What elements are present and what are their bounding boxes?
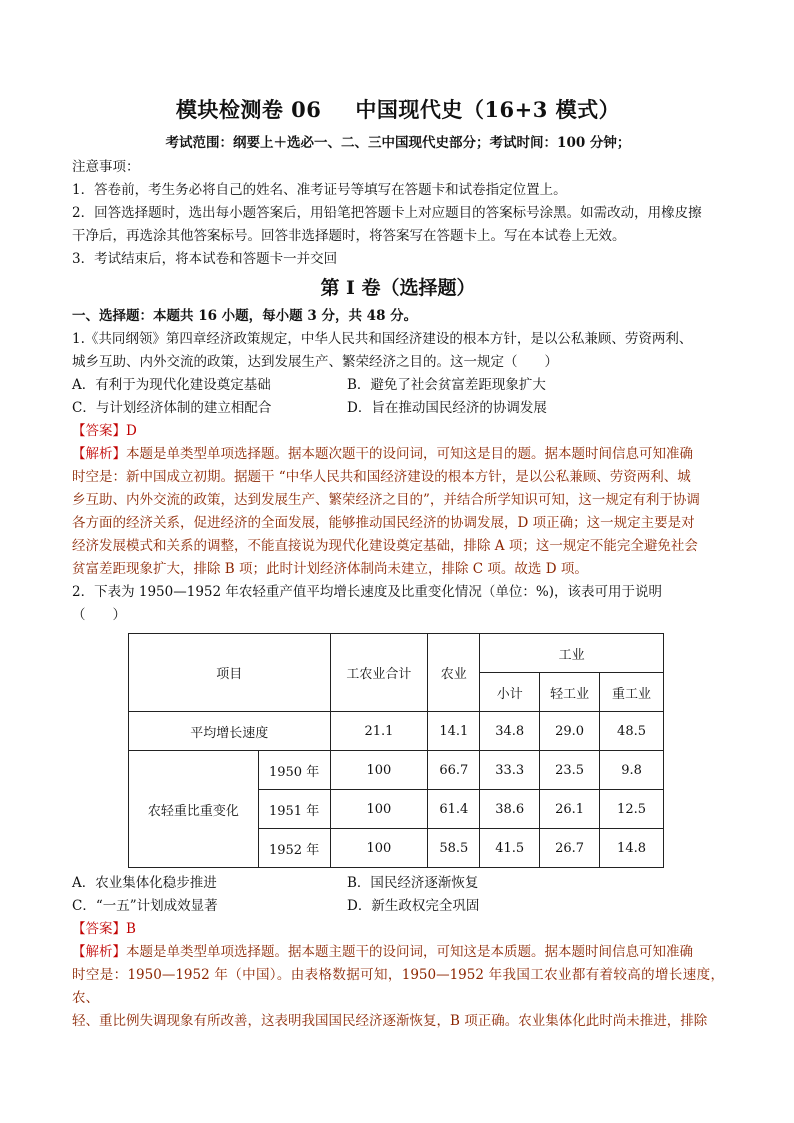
q1-option-b: B．避免了社会贫富差距现象扩大 xyxy=(347,377,546,393)
q1-analysis-line: 各方面的经济关系，促进经济的全面发展，能够推动国民经济的协调发展，D 项正确；这一规定主要是对 xyxy=(72,515,695,531)
table-year: 1950 年 xyxy=(258,751,330,790)
table-cell: 41.5 xyxy=(480,829,540,868)
q1-option-d: D．旨在推动国民经济的协调发展 xyxy=(347,400,547,416)
table-header-item: 项目 xyxy=(129,634,331,712)
table-cell: 26.7 xyxy=(540,829,600,868)
table-cell: 58.5 xyxy=(428,829,480,868)
table-cell: 100 xyxy=(330,790,428,829)
q2-option-d: D．新生政权完全巩固 xyxy=(347,898,480,914)
q2-analysis-line: 轻、重比例失调现象有所改善，这表明我国国民经济逐渐恢复，B 项正确。农业集体化此时尚未推进，排除 xyxy=(72,1013,708,1029)
q2-data-table xyxy=(128,633,664,868)
q1-options-row xyxy=(72,397,724,420)
q2-option-c: C．“一五”计划成效显著 xyxy=(72,898,218,914)
table-cell: 12.5 xyxy=(600,790,664,829)
table-ratio-label: 农轻重比重变化 xyxy=(129,751,259,868)
table-header-light: 轻工业 xyxy=(540,673,600,712)
exam-scope: 考试范围：纲要上＋选必一、二、三中国现代史部分；考试时间：100 分钟； xyxy=(165,135,631,151)
q2-options-row xyxy=(72,895,724,918)
q1-analysis-tag: 【解析】 xyxy=(72,446,126,462)
q2-answer: 【答案】B xyxy=(72,921,136,937)
table-cell: 14.8 xyxy=(600,829,664,868)
table-header-heavy: 重工业 xyxy=(600,673,664,712)
table-cell: 21.1 xyxy=(330,712,428,751)
table-cell: 66.7 xyxy=(428,751,480,790)
q2-analysis-text: 本题是单类型单项选择题。据本题主题干的设问词，可知这是本质题。据本题时间信息可知准确 xyxy=(126,944,693,960)
table-row xyxy=(129,751,664,790)
notice-item: 2．回答选择题时，选出每小题答案后，用铅笔把答题卡上对应题目的答案标号涂黑。如需改动，用橡皮擦 xyxy=(72,205,702,221)
table-cell: 100 xyxy=(330,751,428,790)
table-year: 1951 年 xyxy=(258,790,330,829)
notice-item: 3．考试结束后，将本试卷和答题卡一并交回 xyxy=(72,251,338,267)
table-row xyxy=(129,712,664,751)
q1-stem-line: 城乡互助、内外交流的政策，达到发展生产、繁荣经济之目的。这一规定（ ） xyxy=(72,354,558,370)
table-header-subtotal: 小计 xyxy=(480,673,540,712)
q2-analysis-line xyxy=(72,941,724,964)
q2-option-a: A．农业集体化稳步推进 xyxy=(72,875,217,891)
table-cell: 26.1 xyxy=(540,790,600,829)
q1-analysis-line: 经济发展模式和关系的调整，不能直接说为现代化建设奠定基础，排除 A 项；这一规定不能完全避免社会 xyxy=(72,538,698,554)
exam-title-left: 模块检测卷 06 xyxy=(175,97,322,122)
q1-analysis-line xyxy=(72,443,724,466)
q1-option-c: C．与计划经济体制的建立相配合 xyxy=(72,400,272,416)
notice-item: 1．答卷前，考生务必将自己的姓名、准考证号等填写在答题卡和试卷指定位置上。 xyxy=(72,182,567,198)
q1-analysis-line: 乡互助、内外交流的政策，达到发展生产、繁荣经济之目的”，并结合所学知识可知，这一规定有利于协调 xyxy=(72,492,700,508)
q2-stem-line: （ ） xyxy=(72,607,126,623)
part-heading: 一、选择题：本题共 16 小题，每小题 3 分，共 48 分。 xyxy=(72,308,418,324)
table-cell: 14.1 xyxy=(428,712,480,751)
table-year: 1952 年 xyxy=(258,829,330,868)
q2-options-row xyxy=(72,872,724,895)
q2-analysis xyxy=(72,941,724,1033)
notice-heading: 注意事项： xyxy=(72,159,140,175)
table-avg-label: 平均增长速度 xyxy=(129,712,331,751)
section-title: 第 I 卷（选择题） xyxy=(320,277,476,299)
q1-stem-line: 1.《共同纲领》第四章经济政策规定，中华人民共和国经济建设的根本方针，是以公私兼顾、劳资两利、 xyxy=(72,331,693,347)
table-cell: 23.5 xyxy=(540,751,600,790)
table-cell: 9.8 xyxy=(600,751,664,790)
table-cell: 48.5 xyxy=(600,712,664,751)
table-cell: 29.0 xyxy=(540,712,600,751)
q1-option-a: A．有利于为现代化建设奠定基础 xyxy=(72,377,271,393)
q2-analysis-tag: 【解析】 xyxy=(72,944,126,960)
table-cell: 38.6 xyxy=(480,790,540,829)
q1-answer: 【答案】D xyxy=(72,423,137,439)
table-header-agriculture: 农业 xyxy=(428,634,480,712)
document-page xyxy=(72,94,724,1033)
exam-title xyxy=(72,94,724,124)
q1-options-row xyxy=(72,374,724,397)
table-cell: 61.4 xyxy=(428,790,480,829)
table-cell: 33.3 xyxy=(480,751,540,790)
q2-option-b: B．国民经济逐渐恢复 xyxy=(347,875,479,891)
q2-stem-line: 2．下表为 1950—1952 年农轻重产值平均增长速度及比重变化情况（单位：%)，该表可用于说明 xyxy=(72,584,662,600)
table-header-industry: 工业 xyxy=(480,634,664,673)
notice-item: 干净后，再选涂其他答案标号。回答非选择题时，将答案写在答题卡上。写在本试卷上无效。 xyxy=(72,228,626,244)
q2-analysis-line: 时空是：1950—1952 年（中国）。由表格数据可知，1950—1952 年我国工农业都有着较高的增长速度，农、 xyxy=(72,967,724,1006)
q1-analysis-text: 本题是单类型单项选择题。据本题次题干的设问词，可知这是目的题。据本题时间信息可知准确 xyxy=(126,446,693,462)
exam-title-right: 中国现代史（16+3 模式） xyxy=(355,97,621,122)
q1-analysis-line: 贫富差距现象扩大，排除 B 项；此时计划经济体制尚未建立，排除 C 项。故选 D 项。 xyxy=(72,561,588,577)
table-header-total: 工农业合计 xyxy=(330,634,428,712)
q1-analysis xyxy=(72,443,724,581)
table-cell: 34.8 xyxy=(480,712,540,751)
table-cell: 100 xyxy=(330,829,428,868)
q1-analysis-line: 时空是：新中国成立初期。据题干 “中华人民共和国经济建设的根本方针，是以公私兼顾、劳资两利、城 xyxy=(72,469,691,485)
